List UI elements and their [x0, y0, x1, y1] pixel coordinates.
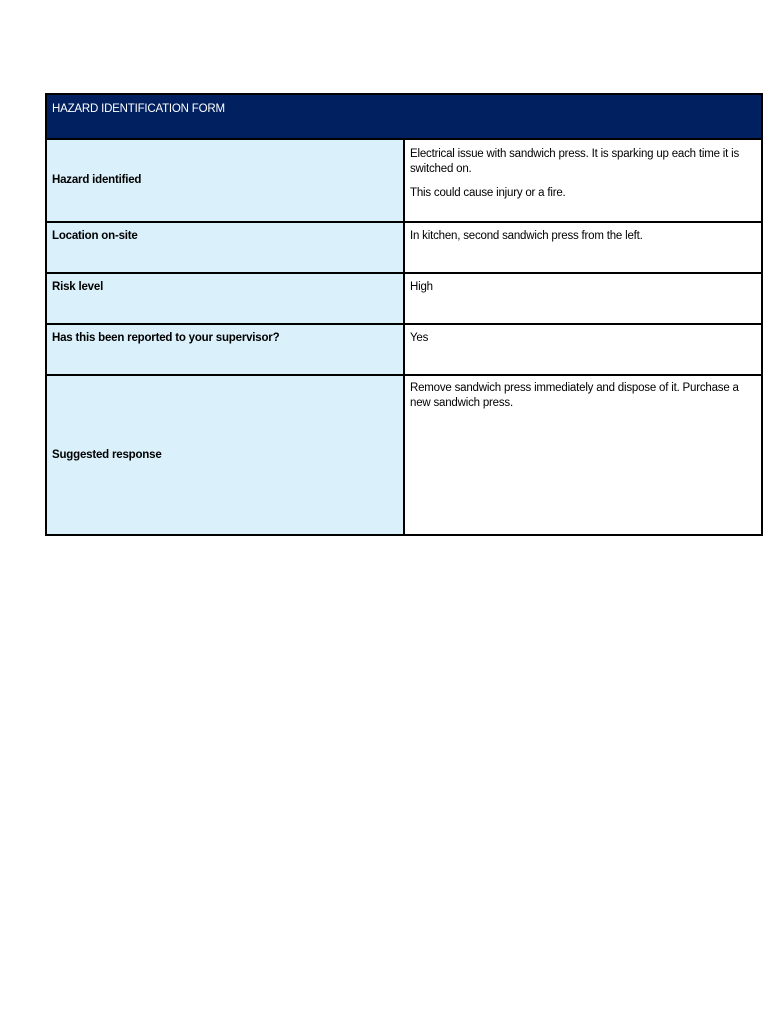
table-row-hazard-identified [46, 139, 762, 222]
form-header-row [46, 94, 762, 139]
form-header [46, 94, 762, 139]
form-title: HAZARD IDENTIFICATION FORM [52, 103, 225, 115]
risk-level-value[interactable]: High [404, 273, 762, 324]
hazard-identified-line-1: Electrical issue with sandwich press. It is sparking up each time it is switched on. [410, 148, 740, 175]
reported-to-supervisor-value[interactable]: Yes [404, 324, 762, 375]
hazard-identified-value[interactable] [404, 139, 762, 222]
risk-level-label: Risk level [46, 273, 404, 324]
location-on-site-label: Location on-site [46, 222, 404, 273]
hazard-identified-line-2: This could cause injury or a fire. [410, 187, 566, 199]
hazard-identified-label: Hazard identified [46, 139, 404, 222]
suggested-response-label: Suggested response [46, 375, 404, 535]
table-row-reported-to-supervisor [46, 324, 762, 375]
hazard-identification-form [45, 93, 763, 536]
suggested-response-value[interactable]: Remove sandwich press immediately and dispose of it. Purchase a new sandwich press. [404, 375, 762, 535]
table-row-location-on-site [46, 222, 762, 273]
location-on-site-value[interactable]: In kitchen, second sandwich press from the left. [404, 222, 762, 273]
reported-to-supervisor-label: Has this been reported to your supervisor? [46, 324, 404, 375]
table-row-risk-level [46, 273, 762, 324]
table-row-suggested-response [46, 375, 762, 535]
